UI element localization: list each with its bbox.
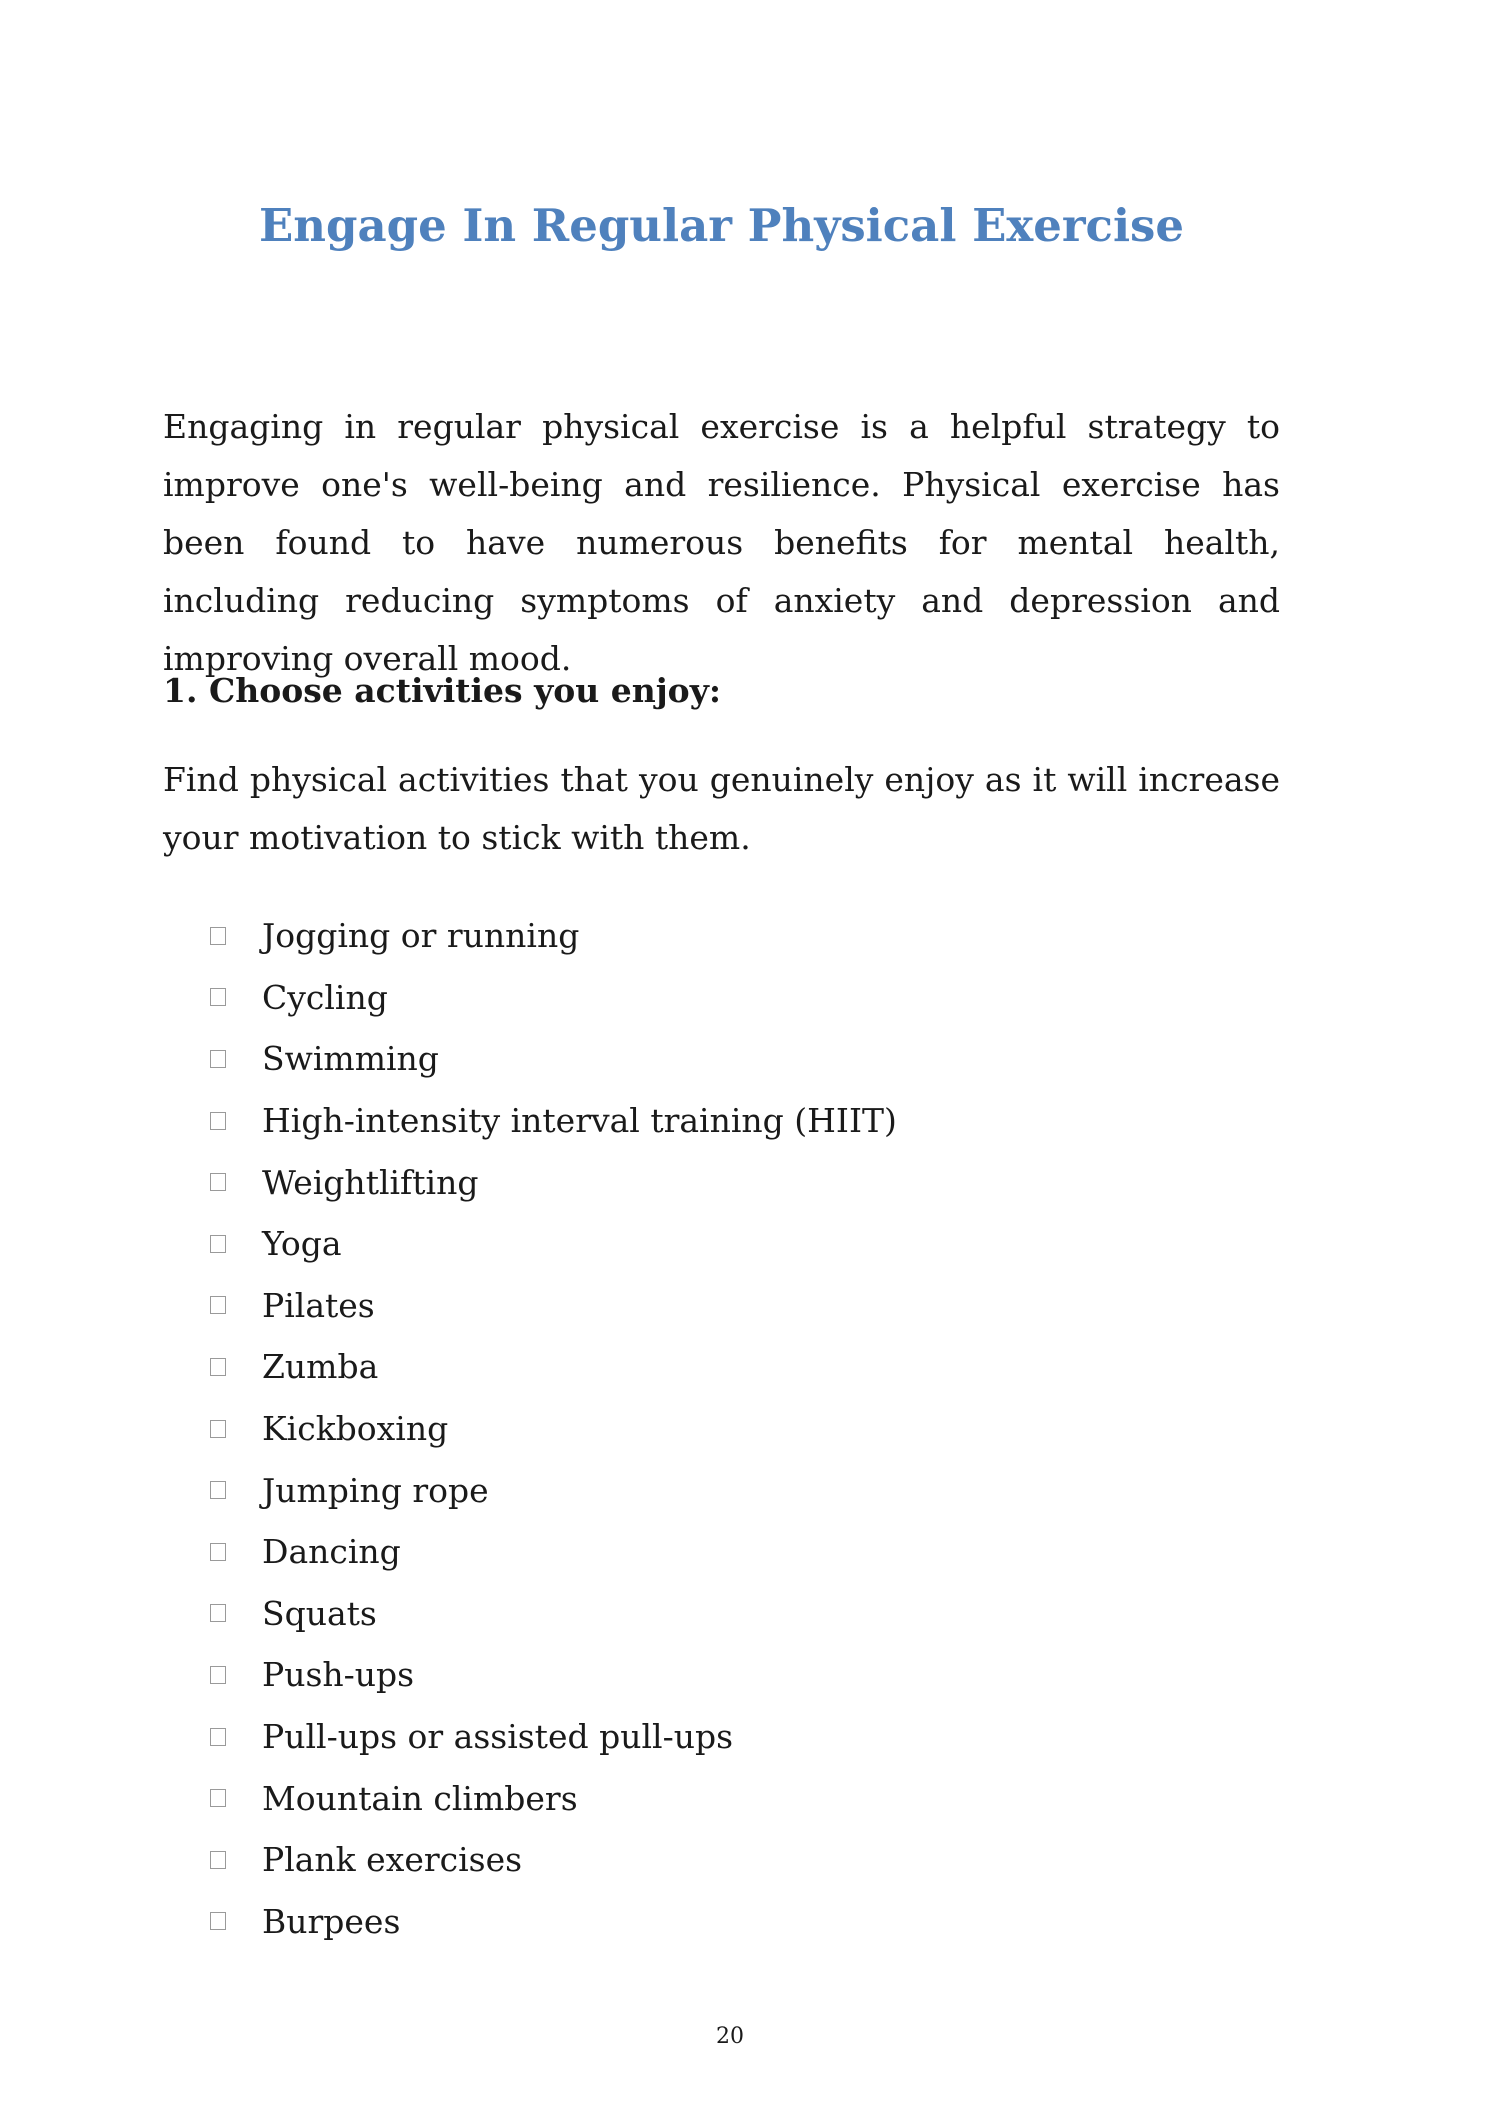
list-item-label: Jogging or running xyxy=(262,916,580,956)
checkbox-icon xyxy=(210,1358,226,1376)
section-heading: 1. Choose activities you enjoy: xyxy=(163,671,722,710)
checkbox-icon xyxy=(210,1296,226,1314)
list-item-label: Plank exercises xyxy=(262,1840,523,1880)
list-item-label: Swimming xyxy=(262,1039,439,1079)
list-item-label: Jumping rope xyxy=(262,1470,489,1510)
list-item xyxy=(205,905,1205,967)
list-item xyxy=(205,1644,1205,1706)
list-item xyxy=(205,1398,1205,1460)
checkbox-icon xyxy=(210,1543,226,1561)
list-item xyxy=(205,1151,1205,1213)
activity-list xyxy=(205,905,1205,1952)
list-item xyxy=(205,1459,1205,1521)
page-number: 20 xyxy=(716,2024,744,2049)
list-item-label: Pull-ups or assisted pull-ups xyxy=(262,1717,734,1757)
list-item-label: Squats xyxy=(262,1593,377,1633)
page-title: Engage In Regular Physical Exercise xyxy=(258,199,1185,252)
list-item-label: Burpees xyxy=(262,1901,401,1941)
list-item-label: Kickboxing xyxy=(262,1409,449,1449)
list-item-label: Weightlifting xyxy=(262,1162,479,1202)
list-item-label: High-intensity interval training (HIIT) xyxy=(262,1101,897,1141)
list-item xyxy=(205,1213,1205,1275)
checkbox-icon xyxy=(210,1481,226,1499)
list-item xyxy=(205,1706,1205,1768)
list-item-label: Push-ups xyxy=(262,1655,415,1695)
list-item xyxy=(205,1521,1205,1583)
checkbox-icon xyxy=(210,1420,226,1438)
checkbox-icon xyxy=(210,1728,226,1746)
list-item-label: Pilates xyxy=(262,1285,375,1325)
list-item-label: Cycling xyxy=(262,977,388,1017)
list-item-label: Zumba xyxy=(262,1347,379,1387)
section-paragraph: Find physical activities that you genuinely enjoy as it will increase your motivation to stick with them. xyxy=(163,760,1280,857)
checkbox-icon xyxy=(210,1666,226,1684)
list-item xyxy=(205,967,1205,1029)
list-item-label: Mountain climbers xyxy=(262,1778,578,1818)
list-item xyxy=(205,1028,1205,1090)
checkbox-icon xyxy=(210,927,226,945)
intro-paragraph: Engaging in regular physical exercise is a helpful strategy to improve one's well-being and resilience. Physical exercise has been found to have numerous benefits for mental health, including reducing symptoms of anxiety and depression and improving overall mood. xyxy=(163,407,1280,678)
list-item xyxy=(205,1767,1205,1829)
list-item xyxy=(205,1275,1205,1337)
list-item xyxy=(205,1829,1205,1891)
list-item xyxy=(205,1891,1205,1953)
checkbox-icon xyxy=(210,1050,226,1068)
checkbox-icon xyxy=(210,1235,226,1253)
list-item-label: Dancing xyxy=(262,1532,401,1572)
checkbox-icon xyxy=(210,988,226,1006)
list-item xyxy=(205,1583,1205,1645)
list-item-label: Yoga xyxy=(262,1224,342,1264)
checkbox-icon xyxy=(210,1112,226,1130)
checkbox-icon xyxy=(210,1173,226,1191)
checkbox-icon xyxy=(210,1604,226,1622)
checkbox-icon xyxy=(210,1789,226,1807)
checkbox-icon xyxy=(210,1851,226,1869)
checkbox-icon xyxy=(210,1912,226,1930)
list-item xyxy=(205,1090,1205,1152)
list-item xyxy=(205,1336,1205,1398)
